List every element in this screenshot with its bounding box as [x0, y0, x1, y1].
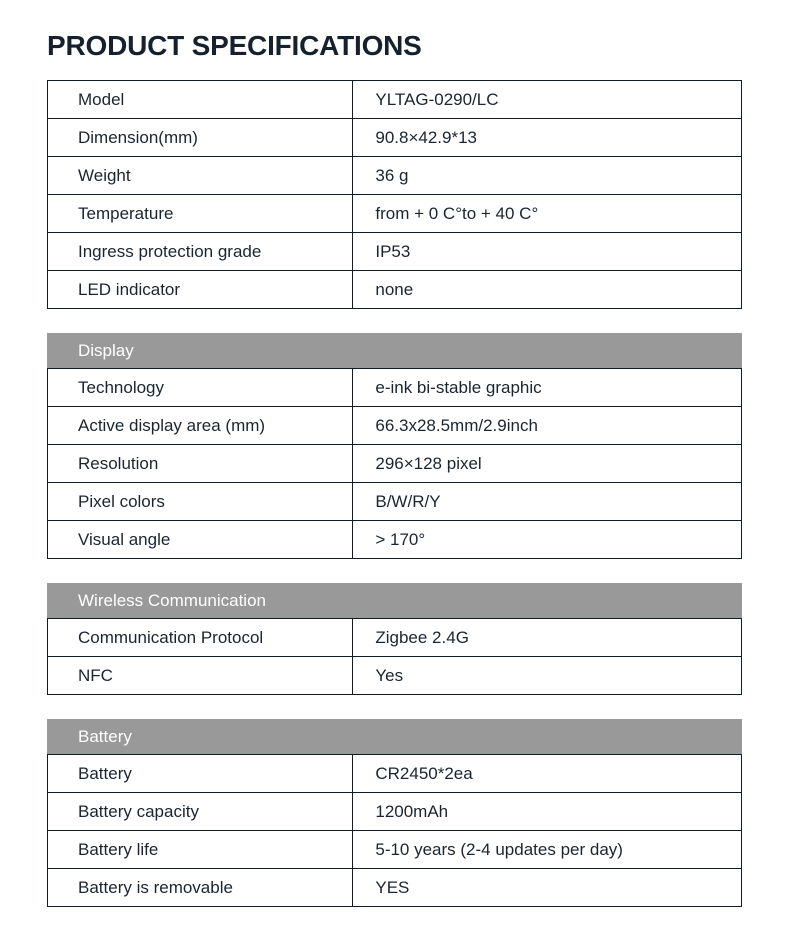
- spec-value: CR2450*2ea: [353, 755, 742, 793]
- spec-row-visual-angle: [48, 521, 742, 559]
- section-general: [47, 80, 742, 309]
- spec-label: Communication Protocol: [48, 619, 353, 657]
- spec-value: 36 g: [353, 157, 742, 195]
- spec-value: from + 0 C°to + 40 C°: [353, 195, 742, 233]
- spec-value: 1200mAh: [353, 793, 742, 831]
- spec-label: Technology: [48, 369, 353, 407]
- section-wireless-communication: [47, 583, 742, 695]
- spec-row-battery-removable: [48, 869, 742, 907]
- spec-row-weight: [48, 157, 742, 195]
- spec-row-battery-capacity: [48, 793, 742, 831]
- display-spec-table: [47, 368, 742, 559]
- page-title: PRODUCT SPECIFICATIONS: [47, 30, 422, 61]
- section-header-display: Display: [47, 333, 742, 368]
- spec-row-active-display-area: [48, 407, 742, 445]
- section-display: [47, 333, 742, 559]
- spec-value: 90.8×42.9*13: [353, 119, 742, 157]
- spec-label: Battery: [48, 755, 353, 793]
- spec-row-dimension: [48, 119, 742, 157]
- section-header-battery: Battery: [47, 719, 742, 754]
- spec-label: Pixel colors: [48, 483, 353, 521]
- spec-value: none: [353, 271, 742, 309]
- section-header-wireless-communication: Wireless Communication: [47, 583, 742, 618]
- spec-value: 296×128 pixel: [353, 445, 742, 483]
- spec-value: e-ink bi-stable graphic: [353, 369, 742, 407]
- spec-label: LED indicator: [48, 271, 353, 309]
- spec-value: Zigbee 2.4G: [353, 619, 742, 657]
- spec-value: > 170°: [353, 521, 742, 559]
- spec-label: Temperature: [48, 195, 353, 233]
- spec-value: 66.3x28.5mm/2.9inch: [353, 407, 742, 445]
- spec-label: Model: [48, 81, 353, 119]
- spec-value: B/W/R/Y: [353, 483, 742, 521]
- spec-label: Battery is removable: [48, 869, 353, 907]
- spec-label: Active display area (mm): [48, 407, 353, 445]
- spec-row-battery-life: [48, 831, 742, 869]
- battery-spec-table: [47, 754, 742, 907]
- spec-row-model: [48, 81, 742, 119]
- spec-row-pixel-colors: [48, 483, 742, 521]
- spec-value: Yes: [353, 657, 742, 695]
- wireless-spec-table: [47, 618, 742, 695]
- spec-row-technology: [48, 369, 742, 407]
- spec-value: YES: [353, 869, 742, 907]
- spec-label: Ingress protection grade: [48, 233, 353, 271]
- spec-value: 5-10 years (2-4 updates per day): [353, 831, 742, 869]
- spec-label: Dimension(mm): [48, 119, 353, 157]
- spec-row-ingress-protection: [48, 233, 742, 271]
- general-spec-table: [47, 80, 742, 309]
- spec-label: Weight: [48, 157, 353, 195]
- spec-label: Visual angle: [48, 521, 353, 559]
- spec-row-resolution: [48, 445, 742, 483]
- spec-label: Battery life: [48, 831, 353, 869]
- section-battery: [47, 719, 742, 907]
- spec-row-battery: [48, 755, 742, 793]
- spec-label: NFC: [48, 657, 353, 695]
- spec-value: YLTAG-0290/LC: [353, 81, 742, 119]
- spec-row-nfc: [48, 657, 742, 695]
- spec-label: Battery capacity: [48, 793, 353, 831]
- spec-row-communication-protocol: [48, 619, 742, 657]
- spec-row-temperature: [48, 195, 742, 233]
- spec-value: IP53: [353, 233, 742, 271]
- spec-label: Resolution: [48, 445, 353, 483]
- spec-row-led-indicator: [48, 271, 742, 309]
